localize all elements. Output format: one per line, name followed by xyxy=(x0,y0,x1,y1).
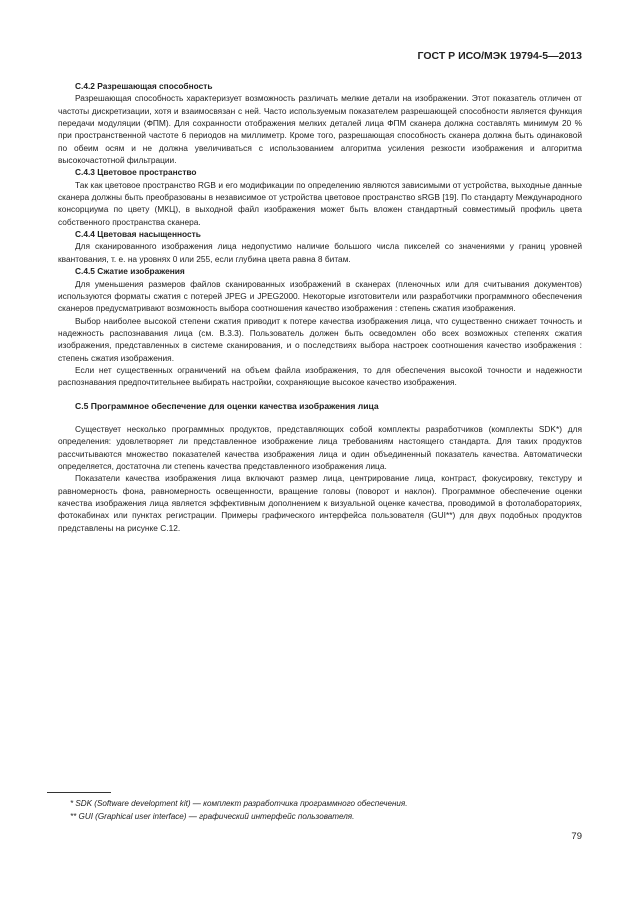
section-heading-c45: С.4.5 Сжатие изображения xyxy=(75,266,185,277)
footnote-gui: ** GUI (Graphical user interface) — графический интерфейс пользователя. xyxy=(70,812,355,821)
paragraph: Существует несколько программных продуктов, представляющих собой комплекты разработчиков (комплекты SDK*) для определения: удовлетворяет ли представленное изображение лица требованиям настоящего стандарта. Для таких продуктов рассчитываются множество показателей качества изображения лица и один объединенный показатель качества. Автоматически определяется, достаточна ли степень качества представленного изображения лица. xyxy=(58,423,582,471)
paragraph: Так как цветовое пространство RGB и его модификации по определению являются зависимыми от устройства, выходные данные сканера должны быть преобразованы в независимое от устройства цветовое пространство sRGB [19]. По стандарту Международного консорциума по цвету (МКЦ), в выходной файл изображения может быть вложен стандартный совместимый профиль цвета собственного пространства сканера. xyxy=(58,179,582,227)
footnote-sdk: * SDK (Software development kit) — комплект разработчика программного обеспечения. xyxy=(70,799,408,808)
page-number: 79 xyxy=(571,831,582,842)
footnote-divider xyxy=(47,792,111,793)
footnotes xyxy=(70,797,590,823)
document-body xyxy=(58,80,582,534)
paragraph: Для уменьшения размеров файлов сканированных изображений в сканерах (пленочных или для считывания документов) используются форматы сжатия с потерей JPEG и JPEG2000. Некоторые изготовители или разработчики программного обеспечения сканеров предусматривают возможность выбора соотношения качество изображения : степень сжатия изображения. xyxy=(58,278,582,314)
paragraph: Разрешающая способность характеризует возможность различать мелкие детали на изображении. Этот показатель отличен от частоты дискретизации, хотя и взаимосвязан с ней. Часто используемым показателем разрешающей способности является функция передачи модуляции (ФПМ). Для сохранности отображения мелких деталей лица ФПМ сканера должна составлять минимум 20 % при пространственной частоте 6 периодов на миллиметр. Кроме того, разрешающая способность сканера должна быть одинаковой по обеим осям и не должна увеличиваться с использованием алгоритма усиления резкости изображения и алгоритма высокочастотной фильтрации. xyxy=(58,93,582,166)
section-heading-c44: С.4.4 Цветовая насыщенность xyxy=(75,229,201,240)
section-heading-c43: С.4.3 Цветовое пространство xyxy=(75,167,197,178)
paragraph: Если нет существенных ограничений на объем файла изображения, то для обеспечения высокой точности и надежности распознавания предпочтительнее выбирать настройки, сохраняющие высокое качество изображения. xyxy=(58,364,582,388)
paragraph: Для сканированного изображения лица недопустимо наличие большого числа пикселей со значениями у границ уровней квантования, т. е. на уровнях 0 или 255, если глубина цвета равна 8 битам. xyxy=(58,241,582,264)
document-header: ГОСТ Р ИСО/МЭК 19794-5—2013 xyxy=(417,50,582,62)
section-heading-c42: С.4.2 Разрешающая способность xyxy=(75,81,213,91)
paragraph: Выбор наиболее высокой степени сжатия приводит к потере качества изображения лица, что существенно снижает точность и надежность распознавания лица (см. В.3.3). Пользователь должен быть осведомлен обо всех возможных степенях сжатия изображения, представленных в системе сканирования, и о последствиях выбора настроек соотношения качество изображения : степень сжатия изображения. xyxy=(58,315,582,363)
paragraph: Показатели качества изображения лица включают размер лица, центрирование лица, контраст, фокусировку, текстуру и равномерность фона, равномерность освещенности, вращение головы (поворот и наклон). Программное обеспечение оценки качества изображения лица является эффективным дополнением к визуальной оценке качества, проводимой в фотолабораториях, фотокабинах или пунктах регистрации. Примеры графического интерфейса пользователя (GUI**) для двух подобных продуктов представлены на рисунке С.12. xyxy=(58,473,582,533)
section-heading-c5: С.5 Программное обеспечение для оценки качества изображения лица xyxy=(75,400,379,411)
